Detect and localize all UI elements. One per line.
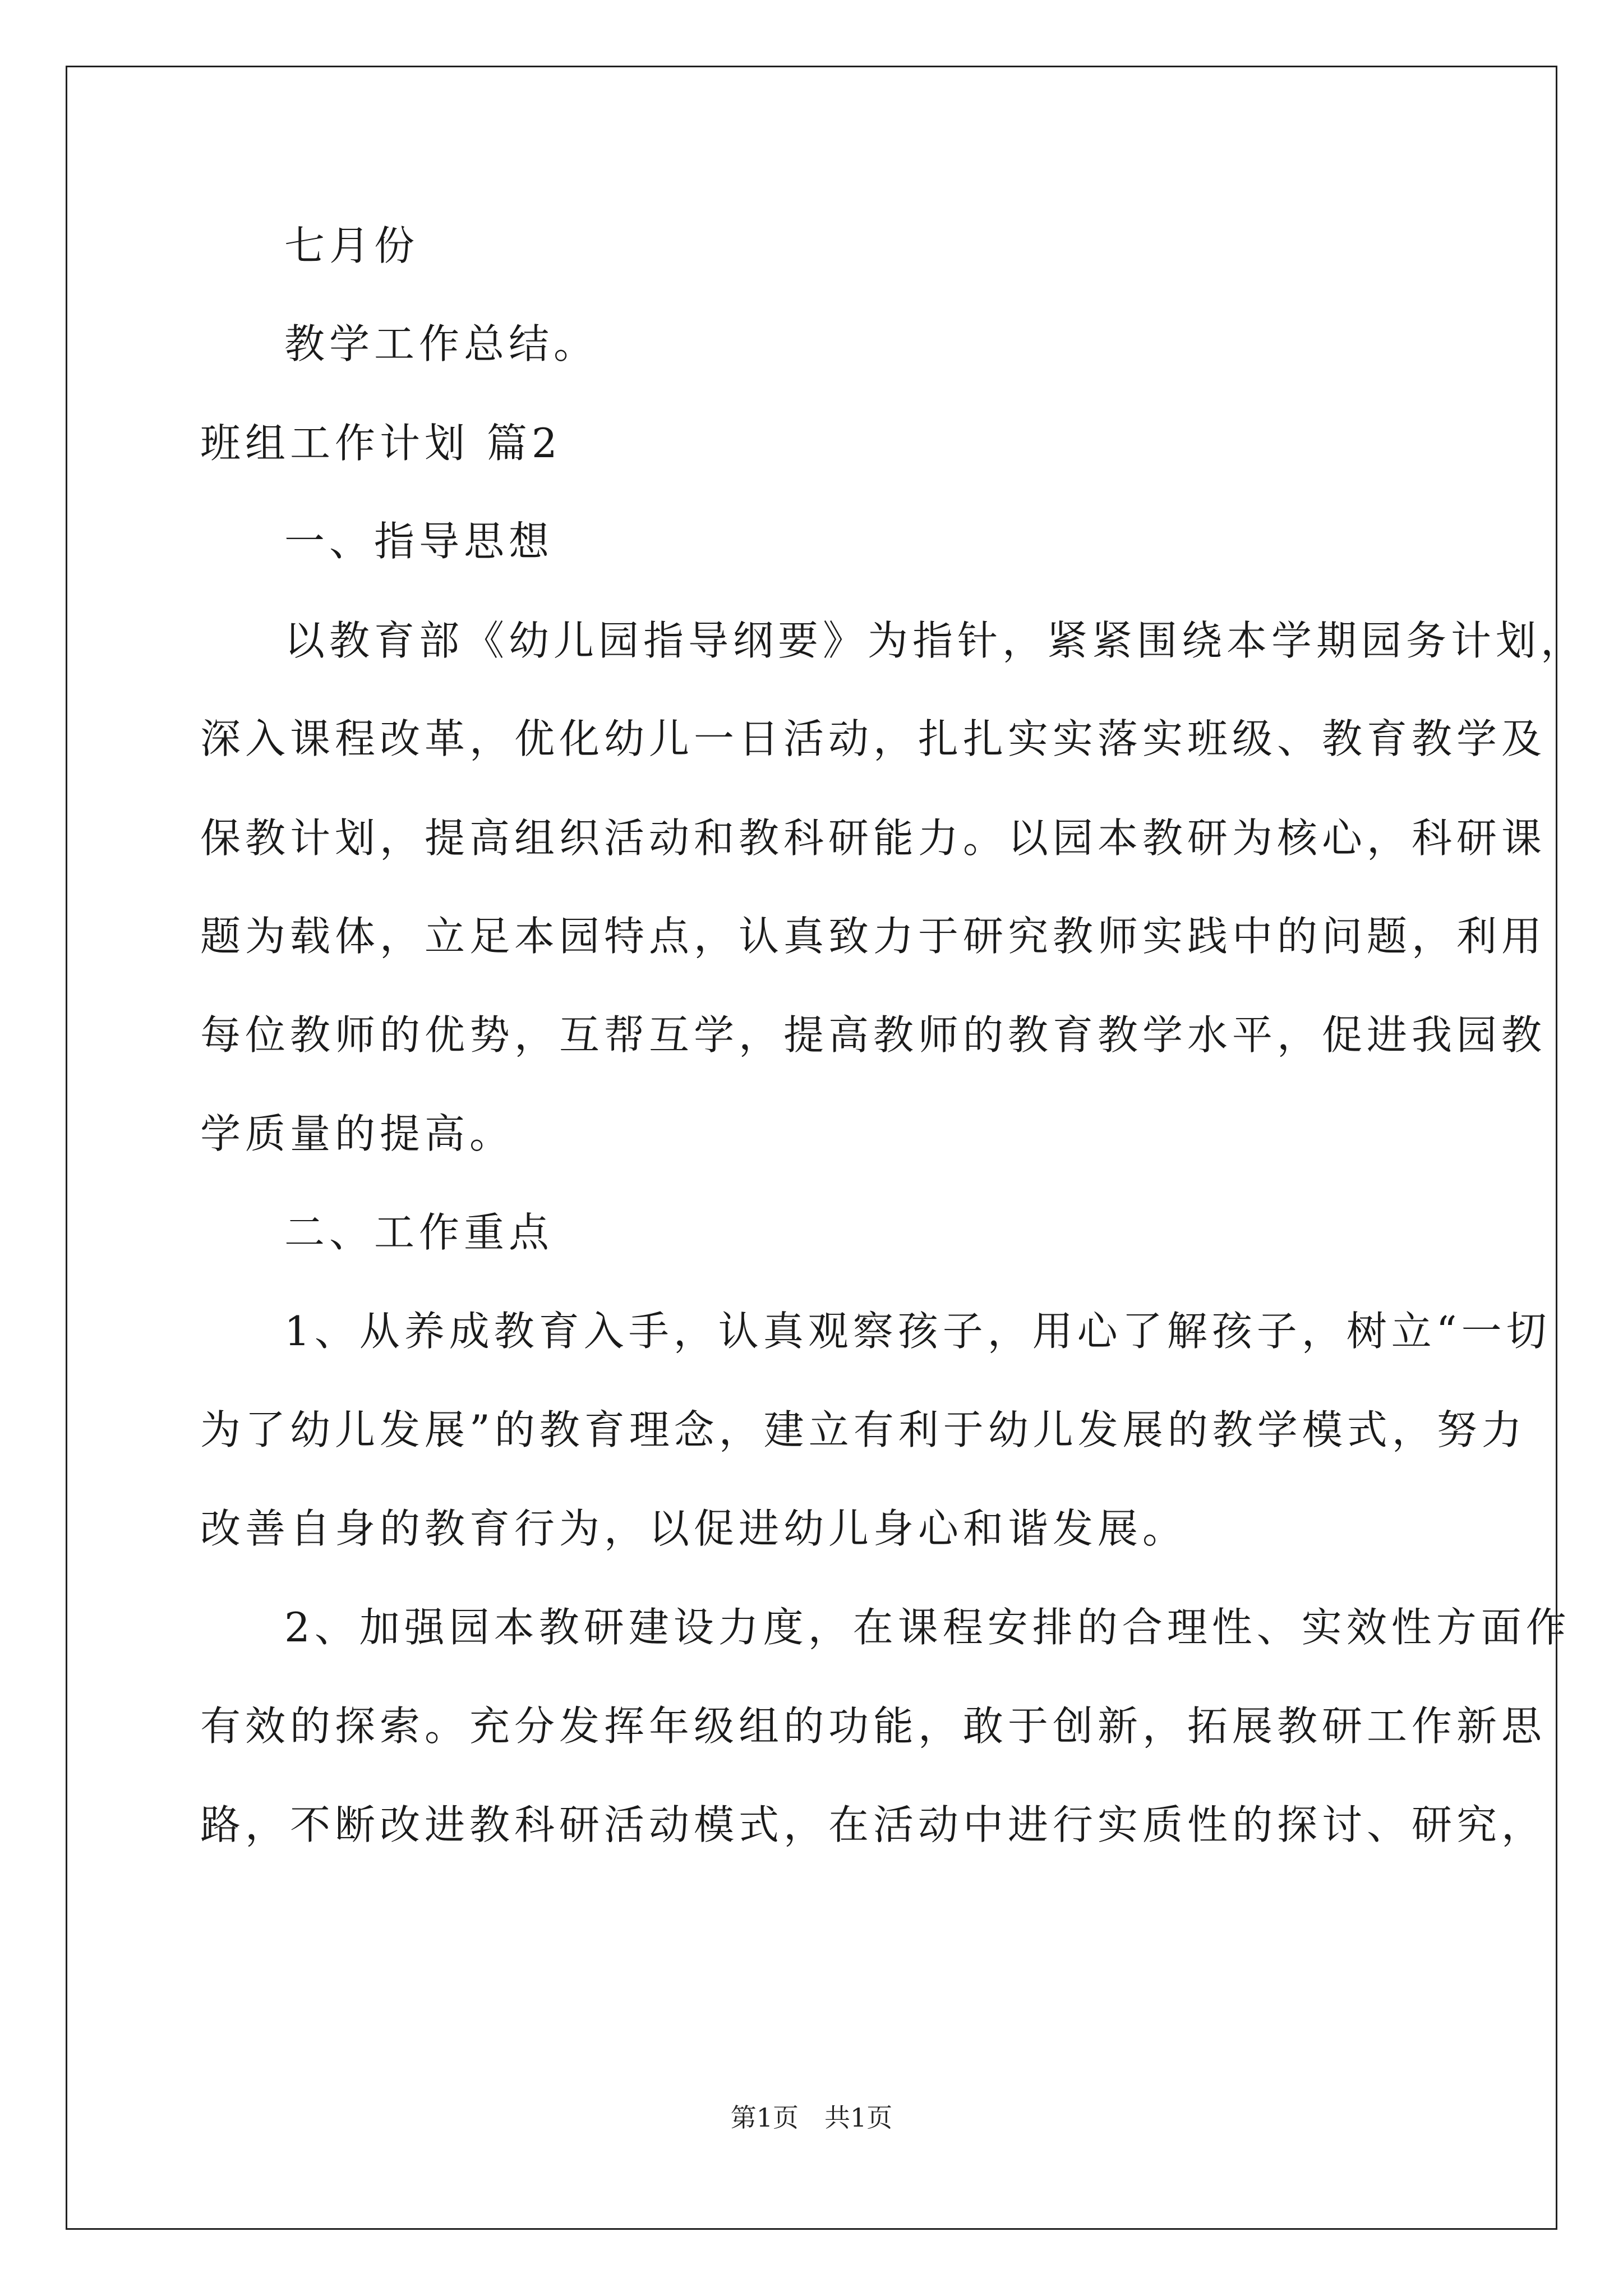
text-line: 路，不断改进教科研活动模式，在活动中进行实质性的探讨、研究， [200,1801,1547,1848]
text-line: 2、加强园本教研建设力度，在课程安排的合理性、实效性方面作 [284,1604,1571,1651]
text-line: 每位教师的优势，互帮互学，提高教师的教育教学水平，促进我园教 [200,1011,1547,1059]
text-line: 1、从养成教育入手，认真观察孩子，用心了解孩子，树立“一切 [284,1308,1551,1355]
text-line: 题为载体，立足本园特点，认真致力于研究教师实践中的问题，利用 [200,913,1547,960]
text-line: 七月份 [284,222,419,269]
subheading: 一、指导思想 [284,518,554,565]
text-line: 以教育部《幼儿园指导纲要》为指针，紧紧围绕本学期园务计划， [284,617,1586,664]
page-number: 第1页 共1页 [730,2102,893,2133]
text-line: 学质量的提高。 [200,1110,515,1157]
text-line: 教学工作总结。 [284,320,599,367]
text-line: 保教计划，提高组织活动和教科研能力。以园本教研为核心，科研课 [200,815,1547,862]
text-line: 有效的探索。充分发挥年级组的功能，敢于创新，拓展教研工作新思 [200,1703,1547,1750]
text-line: 深入课程改革，优化幼儿一日活动，扎扎实实落实班级、教育教学及 [200,715,1547,762]
subheading: 二、工作重点 [284,1209,554,1256]
text-line: 改善自身的教育行为，以促进幼儿身心和谐发展。 [200,1505,1188,1552]
section-heading: 班组工作计划 篇2 [200,420,562,467]
text-line: 为了幼儿发展”的教育理念，建立有利于幼儿发展的教学模式，努力 [200,1406,1527,1453]
